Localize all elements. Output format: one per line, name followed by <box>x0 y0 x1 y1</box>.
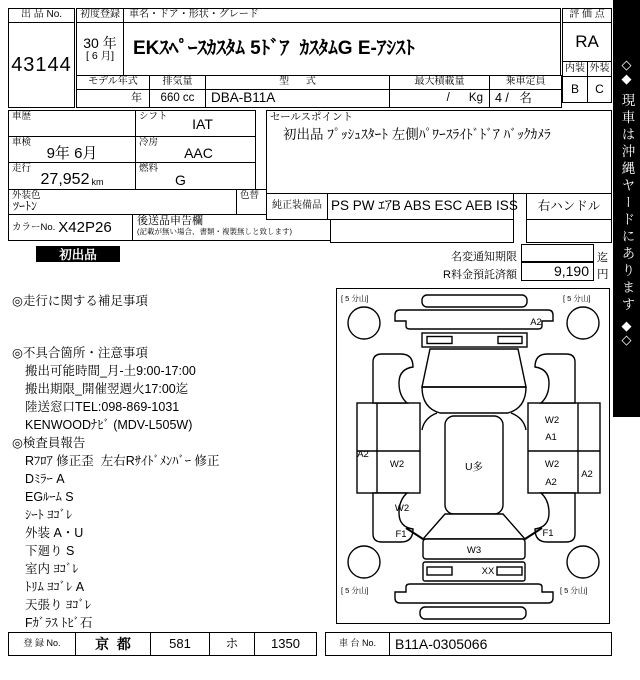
color-no-value: X42P26 <box>58 218 112 236</box>
capacity-label: 乗車定員 <box>489 75 562 90</box>
shift-cell <box>135 110 256 137</box>
diamond-filled-icon: ◆ <box>621 71 632 87</box>
damage-right-f: F1 <box>541 527 554 539</box>
inspector-item: 天張り ﾖｺﾞﾚ <box>25 598 91 612</box>
defect-item: 陸送窓口TEL:098-869-1031 <box>25 400 180 414</box>
interior-label: 内装 <box>562 61 588 77</box>
tire-front-left <box>348 307 380 339</box>
first-listing-badge: 初出品 <box>36 246 120 262</box>
tire-rear-right <box>567 546 599 578</box>
inspector-item: EGﾙｰﾑ S <box>25 490 74 504</box>
defect-item: 搬出可能時間_月-土9:00-17:00 <box>25 364 196 378</box>
displacement-label: 排気量 <box>149 75 206 90</box>
mileage-value: 27,952 <box>40 170 90 188</box>
chassis-no-label: 車 台 No. <box>325 632 390 656</box>
fuel-label: 燃料 <box>139 163 159 174</box>
first-reg-year: 30 年 <box>83 35 117 52</box>
left-shoulder-line <box>422 413 437 430</box>
model-code-label: 型 式 <box>205 75 390 90</box>
first-registration <box>76 22 124 76</box>
driving-notes-title: ◎走行に関する補足事項 <box>12 294 148 308</box>
damage-right-mid1: W2 <box>544 458 559 470</box>
name-change-deadline-label: 名変通知期限 <box>451 251 517 263</box>
inspection-value: 9年 6月 <box>46 144 98 162</box>
tire-rear-left <box>348 546 380 578</box>
recycle-fee-label: R料金預託済額 <box>443 269 517 281</box>
interior-grade: B <box>562 76 588 103</box>
exterior-label: 外装 <box>587 61 612 77</box>
later-items-label: 後送品申告欄 <box>137 215 203 227</box>
right-shoulder-line <box>511 413 526 430</box>
rear-bumper <box>423 562 525 581</box>
front-right-fender <box>535 354 575 403</box>
inspector-item: Rﾌﾛｱ 修正歪 左右Rｻｲﾄﾞﾒﾝﾊﾞｰ 修正 <box>25 454 220 468</box>
recycle-fee-unit: 円 <box>597 269 609 281</box>
damage-right-mid2: A2 <box>544 476 557 488</box>
damage-right-top2: A1 <box>544 431 557 443</box>
notes-block <box>12 292 334 632</box>
damage-left-rear: W2 <box>394 502 409 514</box>
inspector-title: ◎検査員報告 <box>12 436 86 450</box>
diamond-filled-icon: ◆ <box>621 317 632 333</box>
equipment-value: PS PW ｴｱB ABS ESC AEB ISS <box>327 193 514 220</box>
displacement-value: 660 cc <box>149 89 206 108</box>
front-grille-left-light <box>427 336 452 343</box>
equipment-extra-cell <box>330 219 514 243</box>
grade-value: RA <box>562 22 612 62</box>
front-left-fender <box>373 354 413 403</box>
auction-no-label: 出 品 No. <box>8 8 75 23</box>
history-cell <box>8 110 136 137</box>
registration-area: 京 都 <box>75 632 151 656</box>
damage-right-top1: W2 <box>544 414 559 426</box>
damage-left-panel: W2 <box>389 458 404 470</box>
exterior-grade: C <box>587 76 612 103</box>
shift-value: IAT <box>192 116 213 133</box>
grade-label: 評 価 点 <box>562 8 612 23</box>
equipment-label: 純正装備品 <box>266 193 328 220</box>
car-damage-diagram <box>338 290 609 623</box>
shift-label: シフト <box>139 111 168 122</box>
max-load-value: / Kg <box>389 89 490 108</box>
defect-item: KENWOODﾅﾋﾞ (MDV-L505W) <box>25 418 193 432</box>
model-code-value: DBA-B11A <box>205 89 390 108</box>
hood <box>422 387 526 413</box>
damage-roof: U多 <box>464 460 483 473</box>
ac-label: 冷房 <box>139 137 159 148</box>
rear-bumper-bar <box>395 584 553 603</box>
first-reg-month: [ 6 月] <box>85 49 114 62</box>
inspector-item: ﾄﾘﾑ ﾖｺﾞﾚ A <box>25 580 85 594</box>
damage-diagram-box <box>336 288 610 624</box>
sales-point-cell <box>266 110 612 194</box>
capacity-value: 4 / 名 <box>489 89 562 108</box>
color-change-label: 色替 <box>240 190 260 201</box>
color-no-label: カラーNo. <box>12 221 56 233</box>
recycle-fee-value: 9,190 <box>521 262 594 281</box>
car-name-label: 車名・ドア・形状・グレード <box>123 8 561 23</box>
damage-left-strip: A2 <box>356 448 369 460</box>
exterior-color-cell <box>8 189 237 215</box>
windshield <box>422 349 526 387</box>
fuel-value: G <box>175 171 186 188</box>
first-registration-label: 初度登録 <box>76 8 124 23</box>
mileage-cell <box>8 162 136 190</box>
name-change-deadline-box <box>521 244 594 262</box>
inspection-label: 車検 <box>12 137 32 148</box>
front-grille-right-light <box>498 336 522 343</box>
rear-right-fender <box>535 493 575 542</box>
sales-point-text: 初出品 ﾌﾟｯｼｭｽﾀｰﾄ 左側ﾊﾟﾜｰｽﾗｲﾄﾞﾄﾞｱ ﾊﾞｯｸｶﾒﾗ <box>283 127 551 142</box>
rear-bottom-strip <box>420 607 526 619</box>
tire-tread-marker: [ 5 分山] <box>340 585 369 595</box>
model-year-value: 年 <box>76 89 150 108</box>
max-load-label: 最大積載量 <box>389 75 490 90</box>
ac-cell <box>135 136 256 163</box>
front-top-strip <box>422 295 527 307</box>
defects-title: ◎不具合箇所・注意事項 <box>12 346 148 360</box>
handle-extra-cell <box>526 219 612 243</box>
color-change-cell <box>236 189 267 215</box>
registration-no-label: 登 録 No. <box>8 632 76 656</box>
model-year-label: モデル年式 <box>76 75 150 90</box>
tire-tread-marker: [ 5 分山] <box>562 293 591 303</box>
damage-rear-hatch: W3 <box>466 544 481 556</box>
sales-point-label: セールスポイント <box>270 111 354 123</box>
exterior-color-value: ﾂｰﾄﾝ <box>13 199 38 214</box>
damage-rear-bumper: XX <box>481 565 494 577</box>
name-change-deadline-suffix: 迄 <box>597 252 608 264</box>
handle-cell: 右ハンドル <box>526 193 612 220</box>
exterior-color-label: 外装色 <box>12 190 41 201</box>
front-grille <box>422 333 527 347</box>
registration-kana: ホ <box>209 632 255 656</box>
inspection-cell <box>8 136 136 163</box>
inspector-item: Fｶﾞﾗｽ ﾄﾋﾞ石 <box>25 616 93 630</box>
later-items-note: (記載が無い場合、書類・複製無しと致します) <box>137 226 292 236</box>
tire-tread-marker: [ 5 分山] <box>340 293 369 303</box>
ac-value: AAC <box>184 145 213 162</box>
chassis-no-value: B11A-0305066 <box>389 632 612 656</box>
defect-item: 搬出期限_開催翌週火17:00迄 <box>25 382 189 396</box>
auction-no: 43144 <box>8 22 75 108</box>
damage-front-bumper: A2 <box>529 316 542 328</box>
registration-number: 1350 <box>254 632 317 656</box>
inspector-item: 外装 A・U <box>25 526 84 540</box>
mileage-unit: km <box>91 177 104 188</box>
left-side-panel <box>357 403 420 493</box>
history-label: 車歴 <box>12 111 32 122</box>
inspector-item: Dﾐﾗｰ A <box>25 472 65 486</box>
color-no-cell <box>8 214 133 241</box>
rear-hatch-glass <box>423 514 525 539</box>
car-name: EKｽﾍﾟｰｽｶｽﾀﾑ 5ﾄﾞｱ ｶｽﾀﾑG E-ｱｼｽﾄ <box>123 22 561 76</box>
damage-left-f: F1 <box>394 528 407 540</box>
damage-right-strip: A2 <box>580 468 593 480</box>
diamond-outline-icon: ◇ <box>621 331 632 347</box>
fuel-cell <box>135 162 256 190</box>
mileage-label: 走行 <box>12 163 32 174</box>
inspector-item: ｼｰﾄ ﾖｺﾞﾚ <box>25 508 73 522</box>
inspector-item: 下廻り S <box>25 544 75 558</box>
okinawa-yard-sidebar <box>613 0 640 417</box>
tire-tread-marker: [ 5 分山] <box>559 585 588 595</box>
inspector-item: 室内 ﾖｺﾞﾚ <box>25 562 79 576</box>
rear-left-fender <box>373 493 413 542</box>
diamond-outline-icon: ◇ <box>621 57 632 72</box>
okinawa-yard-text: 現車は沖縄ヤードにあります <box>619 92 635 314</box>
registration-class: 581 <box>150 632 210 656</box>
tire-front-right <box>567 307 599 339</box>
